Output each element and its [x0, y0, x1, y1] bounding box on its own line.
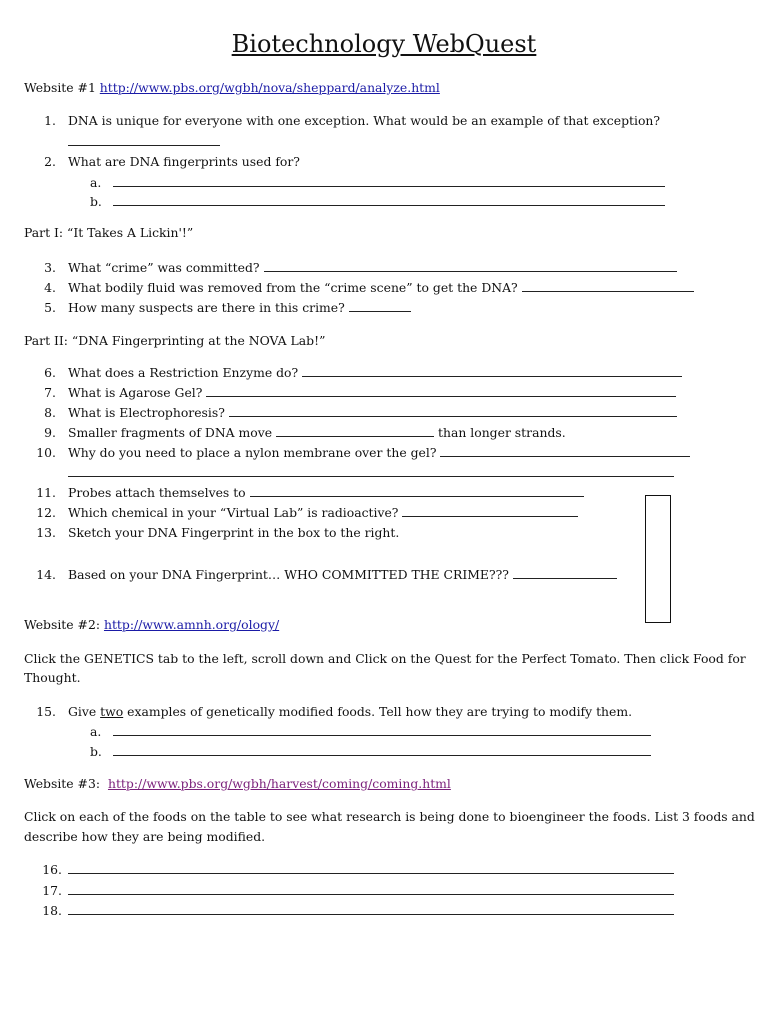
q5-answer-blank[interactable]: [349, 301, 411, 312]
q12-number: 12.: [36, 505, 56, 520]
instructions-2-line-1: Click the GENETICS tab to the left, scroll down and Click on the Quest for the Perfect Tomato. Then click Food for: [24, 651, 746, 666]
q9-text-end: than longer strands.: [438, 425, 566, 440]
part-2-heading: Part II: “DNA Fingerprinting at the NOVA Lab!”: [24, 333, 326, 348]
q4-number: 4.: [44, 280, 56, 295]
q14-answer-blank[interactable]: [513, 568, 617, 579]
q15-text-post: examples of genetically modified foods. Tell how they are trying to modify them.: [123, 704, 633, 719]
q2-sub-a-label: a.: [90, 175, 102, 190]
q13-text: Sketch your DNA Fingerprint in the box to the right.: [68, 525, 400, 540]
q15-text-pre: Give: [68, 704, 101, 719]
q6-answer-blank[interactable]: [302, 366, 682, 377]
q2-b-answer-blank[interactable]: [113, 195, 665, 206]
q16-answer-blank[interactable]: [68, 863, 674, 874]
q7-number: 7.: [44, 385, 56, 400]
q17-answer-blank[interactable]: [68, 884, 674, 895]
q10-text: Why do you need to place a nylon membrane over the gel?: [68, 445, 437, 460]
q3-text: What “crime” was committed?: [68, 260, 260, 275]
q15-a-answer-blank[interactable]: [113, 725, 651, 736]
q14-text: Based on your DNA Fingerprint… WHO COMMITTED THE CRIME???: [68, 567, 509, 582]
instructions-2-line-2: Thought.: [24, 670, 81, 685]
q11-text: Probes attach themselves to: [68, 485, 246, 500]
q15-sub-a-label: a.: [90, 724, 102, 739]
q14-number: 14.: [36, 567, 56, 582]
q15-text: [68, 704, 632, 719]
q2-a-answer-blank[interactable]: [113, 176, 665, 187]
website-2-label: Website #2:: [24, 617, 101, 632]
q4-answer-blank[interactable]: [522, 281, 694, 292]
q10-answer-blank-2[interactable]: [68, 466, 674, 477]
q8-number: 8.: [44, 405, 56, 420]
q8-text: What is Electrophoresis?: [68, 405, 225, 420]
q9-text: Smaller fragments of DNA move: [68, 425, 273, 440]
q4-text: What bodily fluid was removed from the “crime scene” to get the DNA?: [68, 280, 518, 295]
q18-answer-blank[interactable]: [68, 904, 674, 915]
q12-answer-blank[interactable]: [402, 506, 578, 517]
q15-number: 15.: [36, 704, 56, 719]
dna-fingerprint-sketch-box[interactable]: [645, 495, 671, 623]
q6-text: What does a Restriction Enzyme do?: [68, 365, 299, 380]
q3-answer-blank[interactable]: [264, 261, 677, 272]
q15-text-emphasis: two: [100, 704, 124, 719]
q2-number: 2.: [44, 154, 56, 169]
q6-number: 6.: [44, 365, 56, 380]
q1-text: DNA is unique for everyone with one exception. What would be an example of that exception?: [68, 113, 661, 128]
q8-answer-blank[interactable]: [229, 406, 677, 417]
q5-text: How many suspects are there in this crime?: [68, 300, 345, 315]
q2-text: What are DNA fingerprints used for?: [68, 154, 300, 169]
q10-answer-blank[interactable]: [440, 446, 690, 457]
q1-number: 1.: [44, 113, 56, 128]
q18-number: 18.: [42, 903, 62, 918]
q9-answer-blank[interactable]: [276, 426, 434, 437]
q16-number: 16.: [42, 862, 62, 877]
instructions-3-line-1: Click on each of the foods on the table to see what research is being done to bioengineer the foods. List 3 foods and: [24, 809, 755, 824]
website-2-link[interactable]: http://www.amnh.org/ology/: [103, 617, 280, 632]
q1-answer-blank[interactable]: [68, 135, 220, 146]
website-3-row: [24, 776, 451, 791]
website-3-label: Website #3:: [24, 776, 101, 791]
q11-answer-blank[interactable]: [250, 486, 584, 497]
q15-sub-b-label: b.: [90, 744, 102, 759]
q13-number: 13.: [36, 525, 56, 540]
q12-text: Which chemical in your “Virtual Lab” is radioactive?: [68, 505, 399, 520]
q17-number: 17.: [42, 883, 62, 898]
q3-number: 3.: [44, 260, 56, 275]
website-1-link[interactable]: http://www.pbs.org/wgbh/nova/sheppard/analyze.html: [99, 80, 440, 95]
website-1-row: [24, 80, 440, 95]
website-2-row: [24, 617, 279, 632]
q7-text: What is Agarose Gel?: [68, 385, 203, 400]
instructions-3-line-2: describe how they are being modified.: [24, 829, 266, 844]
q11-number: 11.: [36, 485, 56, 500]
website-3-link[interactable]: http://www.pbs.org/wgbh/harvest/coming/coming.html: [107, 776, 451, 791]
part-1-heading: Part I: “It Takes A Lickin'!”: [24, 225, 194, 240]
q5-number: 5.: [44, 300, 56, 315]
q10-number: 10.: [36, 445, 56, 460]
page-title: Biotechnology WebQuest: [231, 30, 537, 58]
q2-sub-b-label: b.: [90, 194, 102, 209]
q7-answer-blank[interactable]: [206, 386, 676, 397]
website-1-label: Website #1: [24, 80, 96, 95]
q15-b-answer-blank[interactable]: [113, 745, 651, 756]
q9-number: 9.: [44, 425, 56, 440]
